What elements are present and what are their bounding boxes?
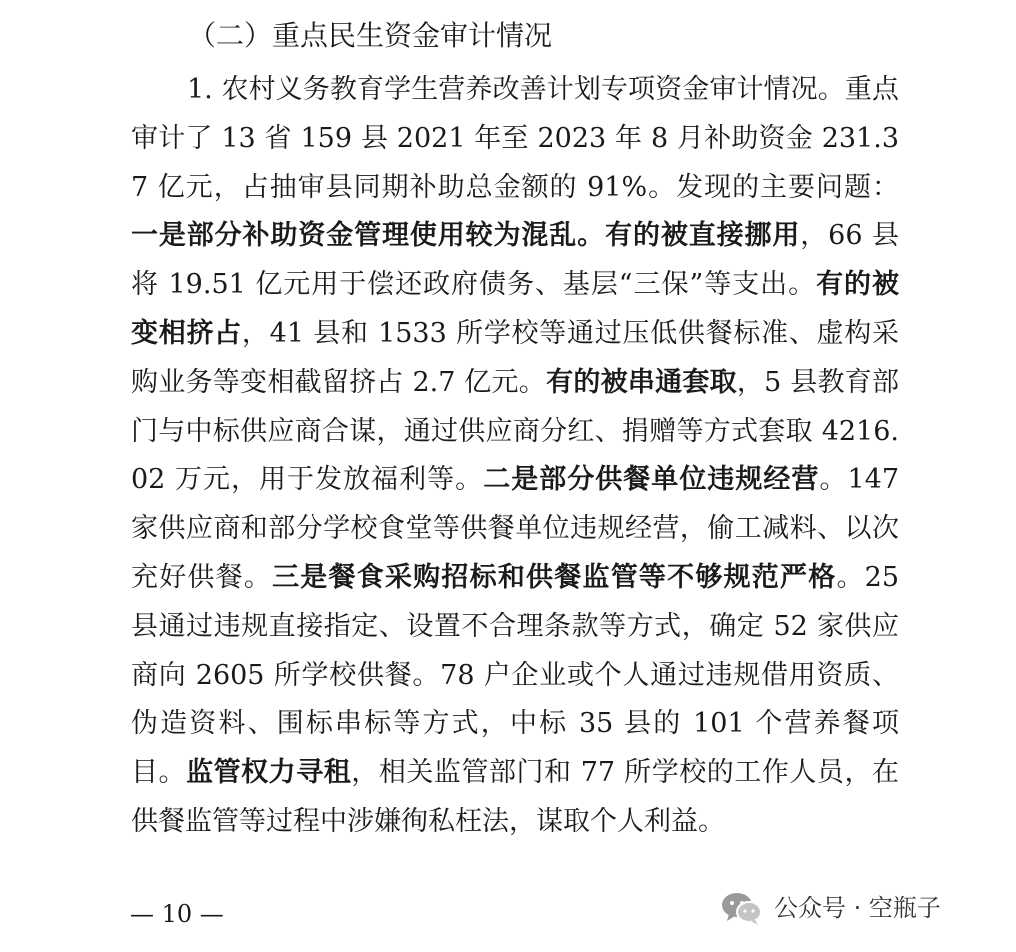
- bold-text-run: 监管权力寻租: [186, 757, 352, 789]
- section-heading: （二）重点民生资金审计情况: [188, 19, 553, 52]
- bold-text-run: 有的被直接挪用: [605, 220, 801, 252]
- text-run: 。25 县通过违规直接指定、设置不合理条款等方式，确定 52 家供应商向 2605 所学校供餐。78 户企业或个人通过违规借用资质、伪造资料、围标串标等方式，中标 35 县的 101 个营养餐项目。: [131, 561, 900, 789]
- body-paragraph: [131, 66, 899, 847]
- bold-text-run: 一是部分补助资金管理使用较为混乱。: [131, 220, 606, 252]
- text-run: 1. 农村义务教育学生营养改善计划专项资金审计情况。重点审计了 13 省 159 县 2021 年至 2023 年 8 月补助资金 231.37 亿元，占抽审县同期补助总金额的 91%。发现的主要问题：: [131, 74, 899, 203]
- text-run: ，5 县教育部门与中标供应商合谋，通过供应商分红、捐赠等方式套取 4216.02 万元，用于发放福利等。: [131, 366, 900, 496]
- text-run: ，相关监管部门和 77 所学校的工作人员，在供餐监管等过程中涉嫌徇私枉法，谋取个人利益。: [131, 757, 899, 837]
- bold-text-run: 有的被变相挤占: [131, 269, 899, 349]
- page-number: — 10 —: [130, 900, 224, 928]
- wechat-icon: [720, 890, 764, 926]
- bold-text-run: 有的被串通套取: [546, 366, 737, 398]
- wechat-watermark: [720, 890, 941, 926]
- bold-text-run: 二是部分供餐单位违规经营: [483, 464, 820, 496]
- text-run: ，41 县和 1533 所学校等通过压低供餐标准、虚构采购业务等变相截留挤占 2.7 亿元。: [131, 317, 900, 398]
- bold-text-run: 三是餐食采购招标和供餐监管等不够规范严格: [272, 561, 837, 593]
- text-run: 。147 家供应商和部分学校食堂等供餐单位违规经营，偷工减料、以次充好供餐。: [131, 464, 899, 593]
- watermark-text: 公众号 · 空瓶子: [774, 894, 941, 922]
- text-run: ，66 县将 19.51 亿元用于偿还政府债务、基层“三保”等支出。: [131, 220, 900, 301]
